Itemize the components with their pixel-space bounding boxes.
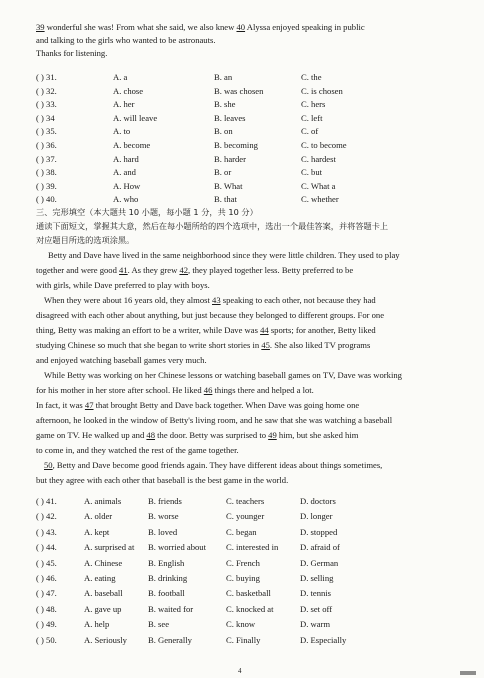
- passage-line: 50, Betty and Dave become good friends again. They have different ideas about things sometimes,: [44, 460, 383, 470]
- question-number: ( ) 42.: [36, 511, 57, 522]
- option-b: B. Generally: [148, 634, 192, 645]
- passage-line: studying Chinese so much that she began to write short stories in 45. She also liked TV programs: [36, 340, 371, 350]
- option-b: B. was chosen: [214, 85, 264, 96]
- option-d: D. German: [300, 557, 339, 568]
- question-number: ( ) 41.: [36, 496, 57, 506]
- option-c: C. teachers: [226, 496, 265, 506]
- option-b: B. waited for: [148, 603, 194, 614]
- option-a: A. her: [113, 99, 135, 110]
- option-a: A. and: [113, 167, 136, 178]
- question-number: ( ) 50.: [36, 634, 57, 645]
- option-c: C. French: [226, 557, 260, 568]
- passage-line: and enjoyed watching baseball games very much.: [36, 355, 207, 365]
- option-b: B. harder: [214, 153, 246, 164]
- blank-47: 47: [84, 400, 94, 410]
- option-c: C. hardest: [301, 153, 336, 164]
- option-c: C. interested in: [226, 542, 279, 553]
- blank-46: 46: [203, 385, 213, 395]
- option-a: A. will leave: [113, 112, 158, 123]
- option-d: D. longer: [300, 511, 333, 522]
- option-a: A. help: [84, 619, 110, 630]
- option-a: A. gave up: [84, 603, 122, 614]
- question-number: ( ) 31.: [36, 72, 57, 82]
- option-a: A. who: [113, 194, 139, 205]
- option-a: A. to: [113, 126, 131, 137]
- option-a: A. a: [113, 72, 128, 82]
- question-number: ( ) 35.: [36, 126, 57, 137]
- option-b: B. loved: [148, 526, 178, 537]
- option-a: A. become: [113, 140, 151, 150]
- option-a: A. older: [84, 511, 113, 522]
- section-instruction-2: 对应题目所选的选项涂黑。: [36, 235, 135, 245]
- question-number: ( ) 48.: [36, 603, 57, 614]
- question-number: ( ) 34: [36, 112, 55, 123]
- option-a: A. eating: [84, 573, 116, 583]
- option-b: B. friends: [148, 496, 182, 506]
- question-number: ( ) 46.: [36, 573, 57, 583]
- passage-line: When they were about 16 years old, they almost 43 speaking to each other, not because they had: [44, 295, 376, 305]
- blank-39: 39: [36, 22, 45, 32]
- question-number: ( ) 43.: [36, 526, 57, 537]
- option-c: C. of: [301, 126, 319, 137]
- intro-line-2: and talking to the girls who wanted to be astronauts.: [36, 35, 216, 45]
- scan-mark: [460, 671, 476, 675]
- option-b: B. drinking: [148, 573, 188, 583]
- option-a: A. How: [113, 180, 141, 191]
- option-b: B. worried about: [148, 542, 206, 553]
- option-d: D. afraid of: [300, 542, 340, 553]
- option-c: C. whether: [301, 194, 339, 205]
- option-a: A. hard: [113, 153, 139, 164]
- option-b: B. football: [148, 588, 185, 599]
- option-a: A. baseball: [84, 588, 123, 599]
- blank-44: 44: [260, 325, 269, 335]
- blank-45: 45: [261, 340, 270, 350]
- section-heading: 三、完形填空（本大题共 10 小题，每小题 1 分，共 10 分）: [36, 207, 258, 217]
- passage-line: afternoon, he looked in the window of Betty's living room, and he saw that she was watching a baseball: [36, 415, 393, 425]
- option-b: B. or: [214, 167, 232, 178]
- intro-line-3: Thanks for listening.: [36, 48, 108, 58]
- option-c: C. knocked at: [226, 603, 274, 614]
- passage-line: disagreed with each other about anything, but just because they belonged to different groups. For one: [36, 310, 385, 320]
- option-c: C. basketball: [226, 588, 271, 599]
- option-c: C. left: [301, 112, 323, 123]
- option-b: B. she: [214, 99, 236, 110]
- blank-49: 49: [268, 430, 277, 440]
- option-c: C. is chosen: [301, 85, 343, 96]
- option-b: B. leaves: [214, 112, 246, 123]
- option-c: C. hers: [301, 99, 326, 110]
- option-c: C. know: [226, 619, 256, 630]
- option-d: D. Especially: [300, 634, 347, 645]
- option-c: C. buying: [226, 573, 260, 583]
- question-number: ( ) 38.: [36, 167, 57, 178]
- passage-line: together and were good 41. As they grew 42, they played together less. Betty preferred to be: [36, 265, 354, 275]
- question-number: ( ) 37.: [36, 153, 57, 164]
- option-c: C. the: [301, 72, 322, 82]
- blank-40: 40: [236, 22, 246, 32]
- section-instruction-1: 通读下面短文，掌握其大意，然后在每小题所给的四个选项中，选出一个最佳答案，并将答题卡上: [36, 221, 389, 231]
- option-a: A. Chinese: [84, 557, 123, 568]
- option-a: A. kept: [84, 526, 110, 537]
- passage-line: While Betty was working on her Chinese lessons or watching baseball games on TV, Dave was working: [44, 370, 402, 380]
- question-number: ( ) 49.: [36, 619, 57, 630]
- question-number: ( ) 36.: [36, 140, 57, 150]
- passage-line: but they agree with each other that baseball is the best game in the world.: [36, 475, 289, 485]
- option-a: A. chose: [113, 85, 144, 96]
- option-c: C. to become: [301, 140, 347, 150]
- passage-line: for his mother in her store after school. He liked 46 things there and helped a lot.: [36, 385, 314, 395]
- option-a: A. animals: [84, 496, 122, 506]
- question-number: ( ) 45.: [36, 557, 57, 568]
- option-a: A. Seriously: [84, 634, 127, 645]
- passage-line: to come in, and they watched the rest of the game together.: [36, 445, 239, 455]
- option-c: C. younger: [226, 511, 265, 522]
- question-number: ( ) 33.: [36, 99, 57, 110]
- option-b: B. English: [148, 557, 185, 568]
- page-number: 4: [238, 667, 242, 675]
- option-b: B. becoming: [214, 140, 258, 150]
- option-b: B. that: [214, 194, 237, 205]
- question-number: ( ) 39.: [36, 180, 57, 191]
- option-c: C. What a: [301, 180, 336, 191]
- option-b: B. worse: [148, 511, 179, 522]
- passage-line: thing, Betty was making an effort to be a writer, while Dave was 44 sports; for another, Betty liked: [36, 325, 376, 335]
- option-a: A. surprised at: [84, 542, 135, 553]
- question-number: ( ) 44.: [36, 542, 57, 553]
- option-c: C. began: [226, 526, 257, 537]
- blank-50: 50: [44, 460, 53, 470]
- passage-line: In fact, it was 47 that brought Betty and Dave back together. When Dave was going home one: [36, 400, 360, 410]
- option-d: D. stopped: [300, 526, 338, 537]
- blank-42: 42: [179, 265, 189, 275]
- passage-line: with girls, while Dave preferred to play with boys.: [36, 280, 210, 290]
- option-b: B. see: [148, 619, 170, 630]
- blank-43: 43: [212, 295, 221, 305]
- question-number: ( ) 32.: [36, 85, 57, 96]
- option-d: D. warm: [300, 619, 331, 630]
- option-b: B. What: [214, 180, 243, 191]
- question-number: ( ) 40.: [36, 194, 57, 205]
- intro-line-1: 39 wonderful she was! From what she said, we also knew 40 Alyssa enjoyed speaking in public: [36, 22, 365, 32]
- passage-line: game on TV. He walked up and 48 the door. Betty was surprised to 49 him, but she asked him: [36, 430, 359, 440]
- option-c: C. Finally: [226, 634, 261, 645]
- option-d: D. selling: [300, 573, 334, 583]
- question-number: ( ) 47.: [36, 588, 57, 599]
- blank-48: 48: [146, 430, 156, 440]
- option-d: D. doctors: [300, 496, 336, 506]
- option-d: D. set off: [300, 603, 333, 614]
- passage-line: Betty and Dave have lived in the same neighborhood since they were little children. They used to play: [48, 250, 400, 260]
- blank-41: 41: [119, 265, 128, 275]
- option-b: B. an: [214, 72, 233, 82]
- option-c: C. but: [301, 167, 323, 178]
- option-d: D. tennis: [300, 588, 332, 599]
- option-b: B. on: [214, 126, 233, 137]
